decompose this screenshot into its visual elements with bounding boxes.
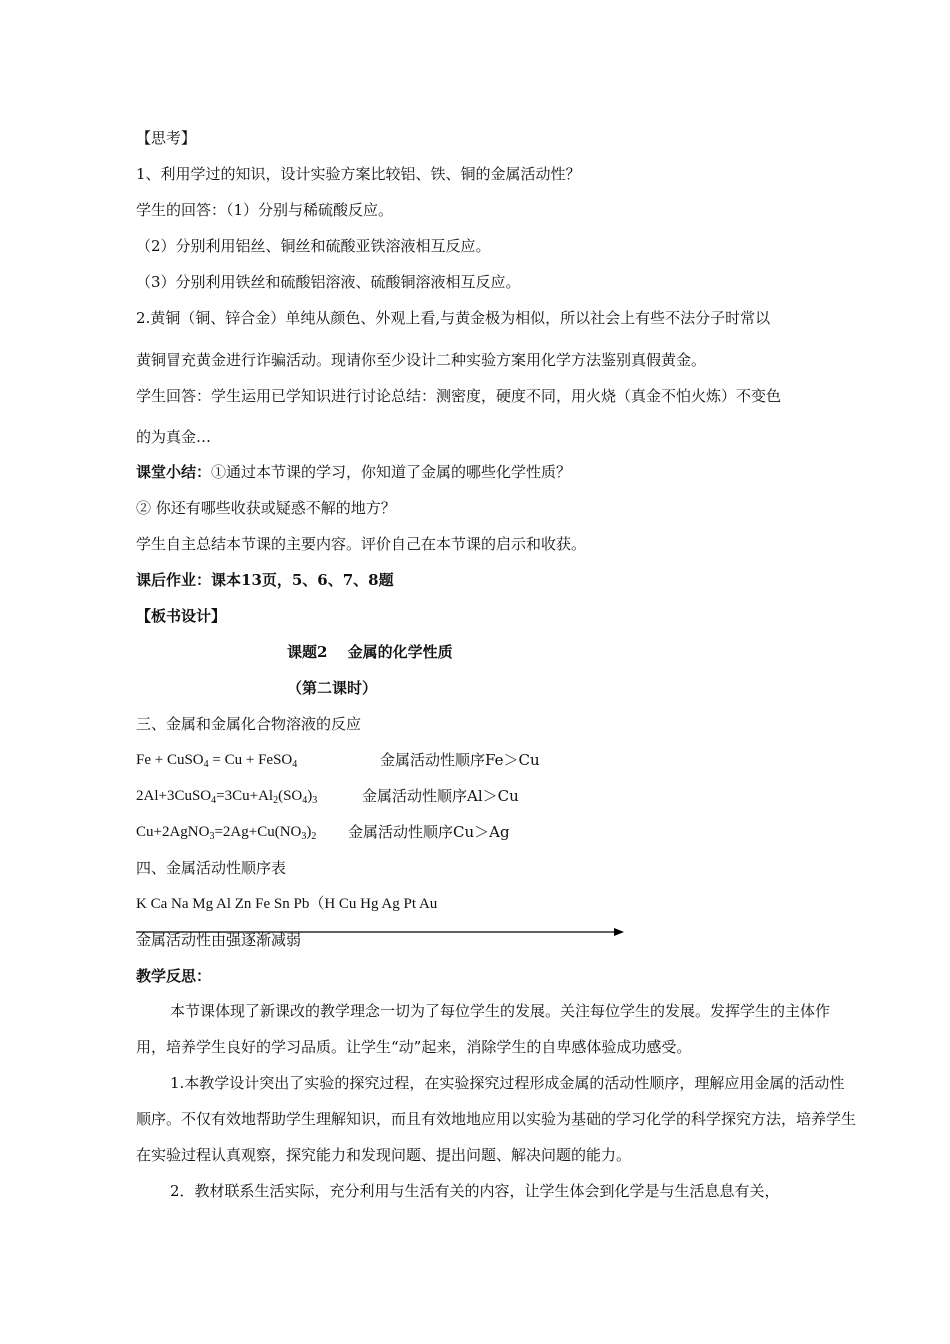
equation-1: Fe + CuSO$_4$ = Cu + FeSO$_4$	[136, 752, 298, 770]
activity-trend: 金属活动性由强逐渐减弱	[136, 931, 302, 949]
board-section-4: 四、金属活动性顺序表	[136, 859, 287, 877]
homework: 课后作业：课本13页，5、6、7、8题	[136, 571, 394, 589]
answer-q2-line-2: 的为真金…	[136, 428, 212, 446]
reflection-paragraph-3: 2．教材联系生活实际，充分利用与生活有关的内容，让学生体会到化学是与生活息息有关，	[170, 1182, 780, 1200]
board-heading: 【板书设计】	[136, 607, 227, 625]
think-heading: 【思考】	[136, 129, 197, 147]
answer-q2-line-1: 学生回答：学生运用已学知识进行讨论总结：测密度，硬度不同，用火烧（真金不怕火炼）不变色	[136, 387, 782, 405]
equation-2: $2Al+3CuSO_4=3Cu+Al_2(SO_4)_3$	[136, 788, 318, 806]
answer-1: 学生的回答：（1）分别与稀硫酸反应。	[136, 201, 394, 219]
summary-label: 课堂小结：	[136, 463, 212, 481]
answer-2: （2）分别利用铝丝、铜丝和硫酸亚铁溶液相互反应。	[136, 237, 491, 255]
equation-1-note: 金属活动性顺序Fe＞Cu	[380, 751, 540, 769]
summary-self: 学生自主总结本节课的主要内容。评价自己在本节课的启示和收获。	[136, 535, 587, 553]
summary-item-1: ①通过本节课的学习，你知道了金属的哪些化学性质？	[211, 463, 572, 481]
board-subtitle: （第二课时）	[287, 679, 378, 697]
equation-3-note: 金属活动性顺序Cu＞Ag	[348, 823, 510, 841]
activity-series: K Ca Na Mg Al Zn Fe Sn Pb（H Cu Hg Ag Pt Au	[136, 896, 438, 912]
summary-item-2: ② 你还有哪些收获或疑惑不解的地方？	[136, 499, 396, 517]
question-2-line-1: 2.黄铜（铜、锌合金）单纯从颜色、外观上看,与黄金极为相似，所以社会上有些不法分子时常以	[136, 309, 771, 327]
equation-3: $Cu+2AgNO_3=2Ag+Cu(NO_3)_2$	[136, 824, 317, 842]
question-2-line-2: 黄铜冒充黄金进行诈骗活动。现请你至少设计二种实验方案用化学方法鉴别真假黄金。	[136, 351, 707, 369]
answer-3: （3）分别利用铁丝和硫酸铝溶液、硫酸铜溶液相互反应。	[136, 273, 521, 291]
reflection-heading: 教学反思：	[136, 967, 212, 985]
board-section-3: 三、金属和金属化合物溶液的反应	[136, 715, 362, 733]
equation-2-note: 金属活动性顺序Al＞Cu	[362, 787, 519, 805]
board-title: 课题2 金属的化学性质	[287, 643, 453, 661]
question-1: 1、利用学过的知识，设计实验方案比较铝、铁、铜的金属活动性？	[136, 165, 581, 183]
reflection-paragraph-2: 1.本教学设计突出了实验的探究过程，在实验探究过程形成金属的活动性顺序，理解应用金属的活动性顺序。不仅有效地帮助学生理解知识，而且有效地地应用以实验为基础的学习化学的科学探究方法，培养学生在实验过程认真观察，探究能力和发现问题、提出问题、解决问题的能力。	[136, 1074, 857, 1164]
reflection-paragraph-1: 本节课体现了新课改的教学理念一切为了每位学生的发展。关注每位学生的发展。发挥学生的主体作用，培养学生良好的学习品质。让学生“动”起来，消除学生的自卑感体验成功感受。	[136, 1002, 831, 1056]
summary-line-1	[136, 462, 571, 482]
